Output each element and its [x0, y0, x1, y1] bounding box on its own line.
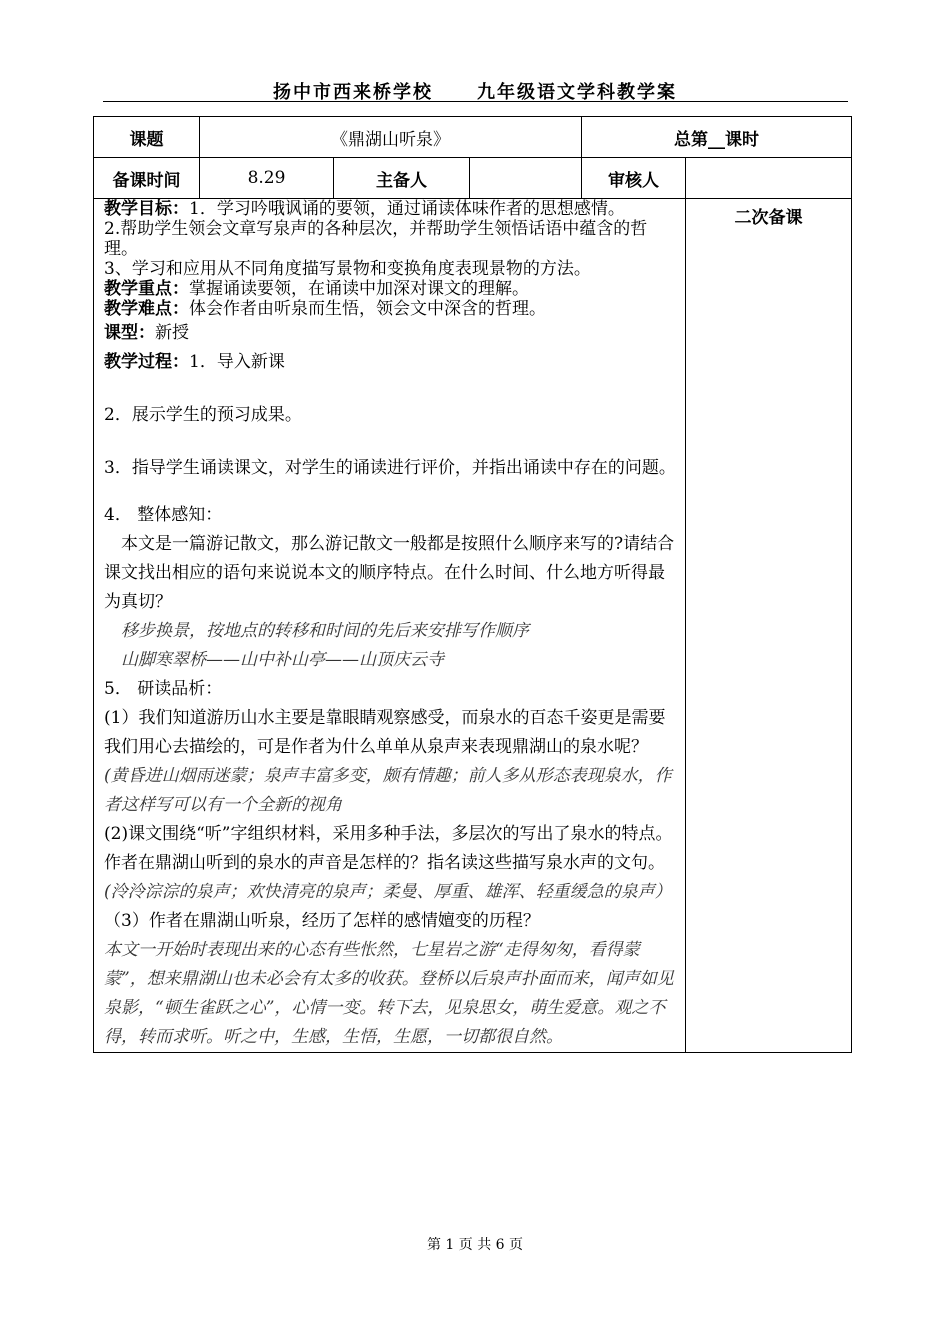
preparer-label: 主备人: [334, 158, 470, 199]
second-prep-column: [686, 199, 852, 1053]
goal-1: 1．学习吟哦讽诵的要领，通过诵读体味作者的思想感情。: [189, 199, 625, 219]
key-text: 掌握诵读要领，在诵读中加深对课文的理解。: [189, 279, 529, 299]
key-label: 教学重点：: [104, 279, 189, 299]
prep-time-value: 8.29: [200, 158, 334, 199]
goal-2: 2.帮助学生领会文章写泉声的各种层次，并帮助学生领悟话语中蕴含的哲理。: [104, 219, 648, 259]
step-4: 4． 整体感知：: [104, 505, 223, 525]
step-2: 2．展示学生的预习成果。: [104, 405, 302, 425]
answer-2: (泠泠淙淙的泉声；欢快清亮的泉声；柔曼、厚重、雄浑、轻重缓急的泉声）: [104, 882, 672, 902]
step-3: 3．指导学生诵读课文，对学生的诵读进行评价，并指出诵读中存在的问题。: [104, 458, 676, 478]
prep-time-label: 备课时间: [94, 158, 200, 199]
question-2: (2)课文围绕“听”字组织材料，采用多种手法，多层次的写出了泉水的特点。作者在鼎湖山听到的泉水的声音是怎样的？指名读这些描写泉水声的文句。: [104, 824, 673, 873]
topic-label: 课题: [94, 117, 200, 158]
header-rule: [103, 101, 848, 102]
reviewer-label: 审核人: [582, 158, 686, 199]
step-1: 1．导入新课: [189, 352, 285, 372]
page-footer: 第 1 页 共 6 页: [426, 1237, 524, 1253]
difficulty-label: 教学难点：: [104, 299, 189, 319]
lesson-count: 总第__课时: [582, 117, 852, 158]
answer-1: (黄昏进山烟雨迷蒙；泉声丰富多变，颇有情趣；前人多从形态表现泉水，作者这样写可以有一个全新的视角: [104, 766, 672, 815]
reviewer-value: [686, 158, 852, 199]
question-1: (1）我们知道游历山水主要是靠眼睛观察感受，而泉水的百态千姿更是需要我们用心去描绘的，可是作者为什么单单从泉声来表现鼎湖山的泉水呢？: [104, 708, 666, 757]
goals-label: 教学目标：: [104, 199, 189, 219]
lesson-content: [94, 199, 686, 1053]
type-text: 新授: [155, 323, 189, 343]
step-4-answer-1: 移步换景，按地点的转移和时间的先后来安排写作顺序: [121, 621, 529, 641]
second-prep-label: 二次备课: [734, 208, 803, 228]
goal-3: 3、学习和应用从不同角度描写景物和变换角度表现景物的方法。: [104, 259, 591, 279]
step-5: 5． 研读品析：: [104, 679, 223, 699]
school-name: 扬中市西来桥学校: [273, 82, 433, 103]
process-label: 教学过程：: [104, 352, 189, 372]
lesson-plan-table: [93, 116, 852, 1053]
answer-3: 本文一开始时表现出来的心态有些怅然，七星岩之游“走得匆匆，看得蒙蒙”，想来鼎湖山也未必会有太多的收获。登桥以后泉声扑面而来，闻声如见泉影，“顿生雀跃之心”，心情一变。转下去，见泉思女，萌生爱意。观之不得，转而求听。听之中，生感，生悟，生愿，一切都很自然。: [104, 940, 674, 1047]
step-4-answer-2: 山脚寒翠桥——山中补山亭——山顶庆云寺: [121, 650, 444, 670]
type-label: 课型：: [104, 323, 155, 343]
step-4-text: 本文是一篇游记散文，那么游记散文一般都是按照什么顺序来写的?请结合课文找出相应的语句来说说本文的顺序特点。在什么时间、什么地方听得最为真切？: [104, 534, 675, 612]
difficulty-text: 体会作者由听泉而生悟，领会文中深含的哲理。: [189, 299, 546, 319]
topic-value: 《鼎湖山听泉》: [200, 117, 582, 158]
subject-title: 九年级语文学科教学案: [477, 82, 677, 103]
preparer-value: [470, 158, 582, 199]
question-3: （3）作者在鼎湖山听泉，经历了怎样的感情嬗变的历程？: [104, 911, 540, 931]
